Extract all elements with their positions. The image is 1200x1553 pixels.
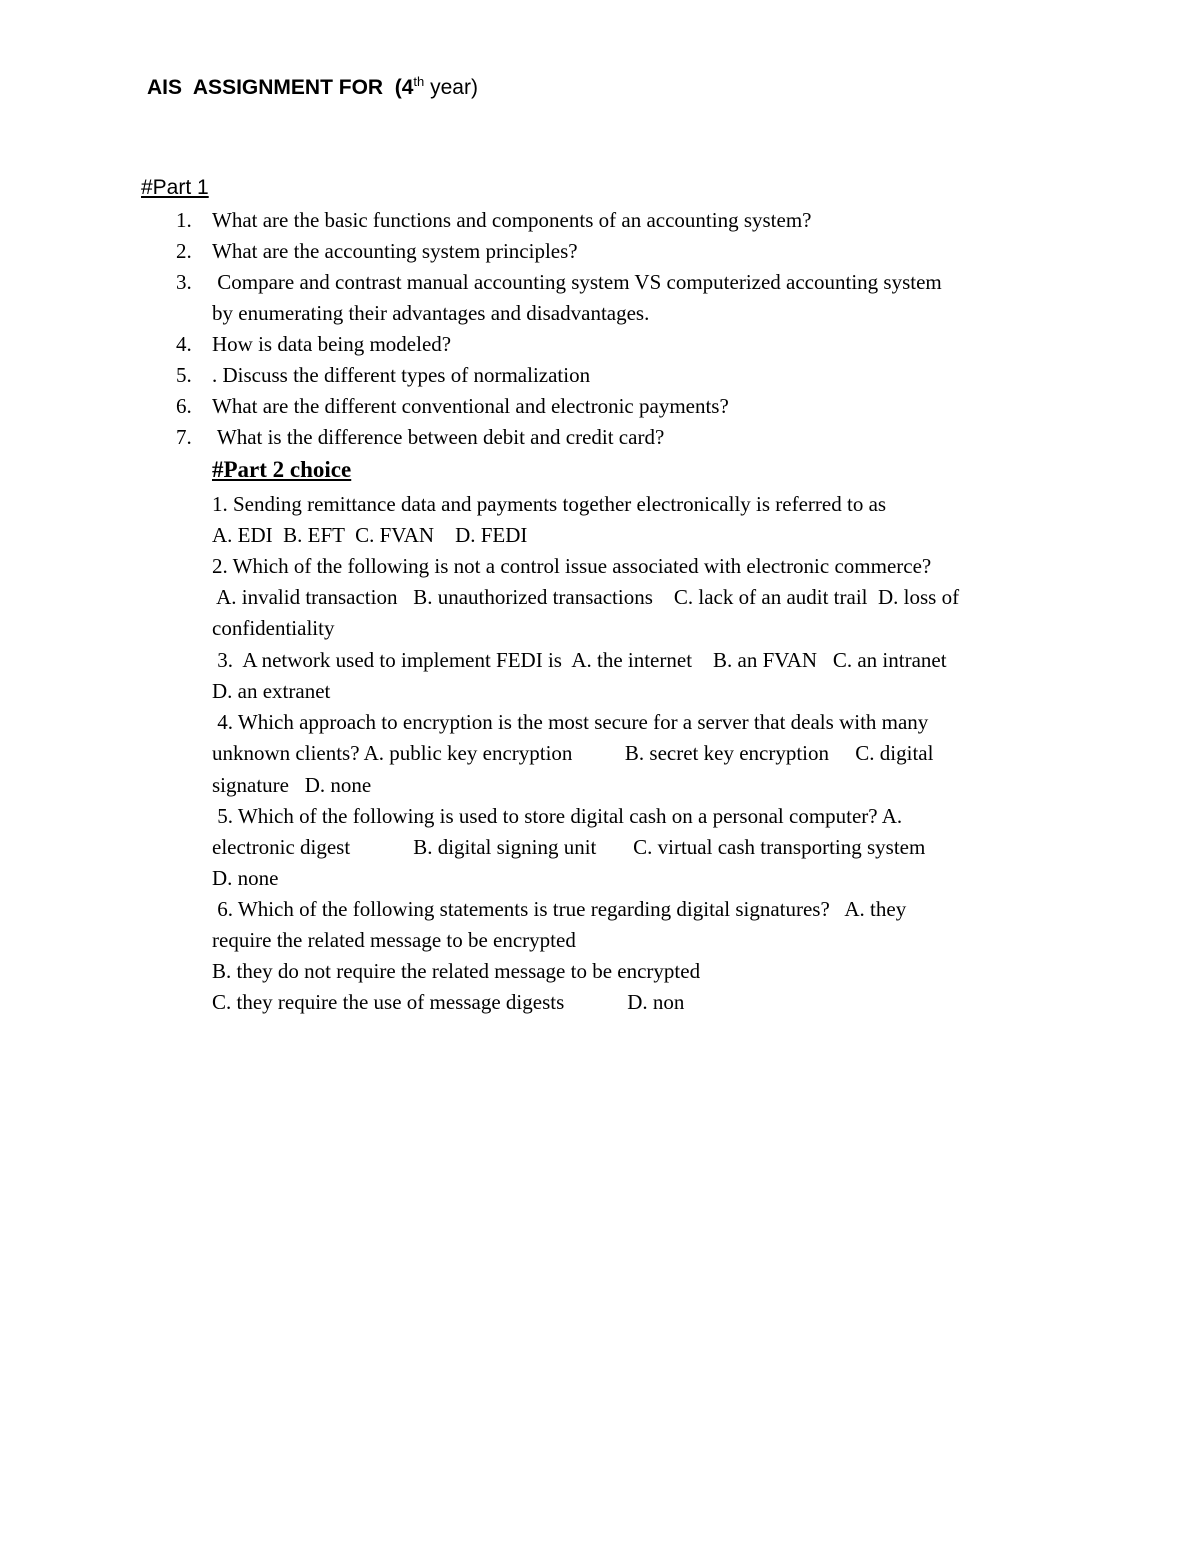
question-text: What is the difference between debit and credit card? <box>212 425 665 449</box>
part2-line: D. an extranet <box>212 679 331 703</box>
question-number: 1. <box>176 208 192 232</box>
part2-line: confidentiality <box>212 616 335 640</box>
question-number: 6. <box>176 394 192 418</box>
part2-line: B. they do not require the related message to be encrypted <box>212 959 701 983</box>
part1-heading: #Part 1 <box>141 176 209 199</box>
part2-line: electronic digest B. digital signing unit C. virtual cash transporting system <box>212 835 926 859</box>
question-text: Compare and contrast manual accounting system VS computerized accounting system <box>212 270 942 294</box>
part2-line: A. invalid transaction B. unauthorized transactions C. lack of an audit trail D. loss of <box>212 585 960 609</box>
part2-line: 3. A network used to implement FEDI is A. the internet B. an FVAN C. an intranet <box>212 648 947 672</box>
part2-line: 2. Which of the following is not a control issue associated with electronic commerce? <box>212 554 932 578</box>
question-text: What are the different conventional and electronic payments? <box>212 394 729 418</box>
part2-line: 5. Which of the following is used to store digital cash on a personal computer? A. <box>212 804 903 828</box>
part2-line: C. they require the use of message digests D. non <box>212 990 685 1014</box>
question-text: How is data being modeled? <box>212 332 452 356</box>
part2-line: require the related message to be encrypted <box>212 928 576 952</box>
part2-line: D. none <box>212 866 279 890</box>
document-title <box>147 76 478 100</box>
question-number: 5. <box>176 363 192 387</box>
part2-heading: #Part 2 choice <box>212 457 352 482</box>
part2-line: 4. Which approach to encryption is the most secure for a server that deals with many <box>212 710 929 734</box>
part2-line: 6. Which of the following statements is true regarding digital signatures? A. they <box>212 897 907 921</box>
question-text: . Discuss the different types of normalization <box>212 363 591 387</box>
question-number: 2. <box>176 239 192 263</box>
title-main: AIS ASSIGNMENT FOR (4 <box>147 76 414 99</box>
question-text: What are the basic functions and components of an accounting system? <box>212 208 812 232</box>
part2-line: signature D. none <box>212 773 372 797</box>
part2-line: 1. Sending remittance data and payments together electronically is referred to as <box>212 492 887 516</box>
title-end: year) <box>424 76 478 99</box>
part2-line: A. EDI B. EFT C. FVAN D. FEDI <box>212 523 528 547</box>
question-text-continued: by enumerating their advantages and disadvantages. <box>212 301 650 325</box>
question-number: 7. <box>176 425 192 449</box>
question-text: What are the accounting system principles? <box>212 239 578 263</box>
title-superscript: th <box>413 74 425 89</box>
part2-line: unknown clients? A. public key encryption B. secret key encryption C. digital <box>212 741 934 765</box>
question-number: 3. <box>176 270 192 294</box>
question-number: 4. <box>176 332 192 356</box>
